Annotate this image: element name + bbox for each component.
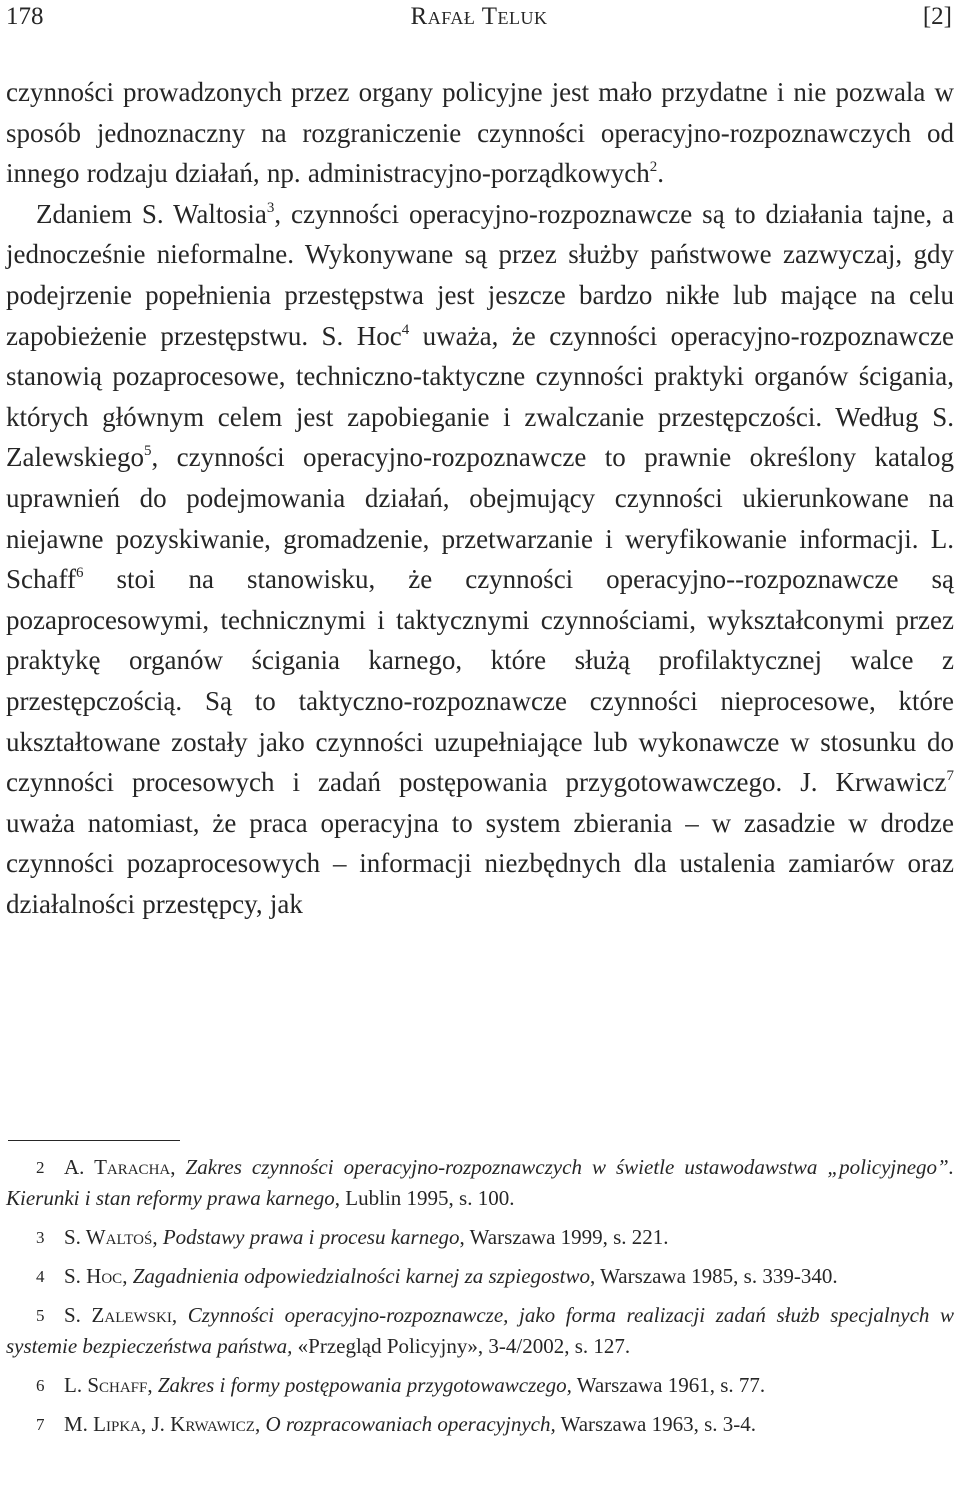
footnote-separator: , xyxy=(147,1373,158,1397)
footnote-ref[interactable]: 7 xyxy=(946,768,954,785)
footnote-ref[interactable]: 4 xyxy=(401,321,410,338)
footnote-author: S. Hoc xyxy=(64,1264,123,1288)
footnote-number: 6 xyxy=(36,1376,45,1395)
footnote-details: «Przegląd Policyjny», 3-4/2002, s. 127. xyxy=(292,1334,631,1358)
footnote-author: L. Schaff xyxy=(64,1373,148,1397)
paragraph-text: , czynności operacyjno-rozpoznawcze to prawnie określony katalog uprawnień do podejmowania działań, obejmujący czynności ukierunkowane na niejawne pozyskiwanie, gromadzenie, przetwarzanie i weryfikowanie informacji. L. Schaff xyxy=(6,442,954,595)
footnote-separator: , xyxy=(152,1225,163,1249)
footnote-separator: , xyxy=(170,1155,186,1179)
footnote-number: 2 xyxy=(36,1158,45,1177)
footnotes xyxy=(6,1152,954,1448)
footnote-separator: , xyxy=(171,1303,188,1327)
paragraph-1 xyxy=(6,72,954,194)
footnote-title: Zagadnienia odpowiedzialności karnej za szpiegostwo xyxy=(132,1264,591,1288)
footnote-title: O rozpracowaniach operacyjnych, xyxy=(265,1412,556,1436)
page-number: 178 xyxy=(6,3,44,30)
footnote-title: Podstawy prawa i procesu karnego xyxy=(162,1225,460,1249)
footnote-details: Warszawa 1961, s. 77. xyxy=(571,1373,766,1397)
main-text xyxy=(6,72,954,924)
footnote-author: M. Lipka, J. Krwawicz xyxy=(64,1412,255,1436)
footnote xyxy=(6,1152,954,1214)
footnote xyxy=(6,1370,954,1401)
running-author: Rafał Teluk xyxy=(410,3,548,30)
footnote-divider xyxy=(8,1140,180,1141)
footnote-details: , Warszawa 1999, s. 221. xyxy=(459,1225,669,1249)
footnote-details: , Warszawa 1985, s. 339-340. xyxy=(590,1264,838,1288)
footnote-ref[interactable]: 6 xyxy=(75,565,84,582)
footnote-number: 5 xyxy=(36,1306,45,1325)
footnote-ref[interactable]: 2 xyxy=(649,159,658,176)
paragraph-text: uważa natomiast, że praca operacyjna to system zbierania – w zasadzie w drodze czynności pozaprocesowych – informacji niezbędnych dla ustalenia zamiarów oraz działalności przestępcy, jak xyxy=(6,807,954,919)
footnote-details: Warszawa 1963, s. 3-4. xyxy=(555,1412,757,1436)
footnote-author: S. Waltoś xyxy=(64,1225,153,1249)
footnote-ref[interactable]: 5 xyxy=(143,443,152,460)
footnote xyxy=(6,1222,954,1253)
footnote-number: 3 xyxy=(36,1228,45,1247)
footnote-author: A. Taracha xyxy=(64,1155,171,1179)
footnote-ref[interactable]: 3 xyxy=(266,199,275,216)
paragraph-text: , czynności operacyjno-rozpoznawcze są to działania tajne, a jednocześnie nieformalne. Wykonywane są przez służby państwowe zazwyczaj, gdy podejrzenie popełnienia przestępstwa jest jeszcze bardzo nikłe lub mające na celu zapobieżenie przestępstwu. S. Hoc xyxy=(6,198,954,351)
paragraph-text: czynności prowadzonych przez organy policyjne jest mało przydatne i nie pozwala w sposób jednoznaczny na rozgraniczenie czynności operacyjno-rozpoznawczych od innego rodzaju działań, np. administracyjno-porządkowych xyxy=(6,77,954,189)
footnote-details: , Lublin 1995, s. 100. xyxy=(334,1186,515,1210)
running-header xyxy=(6,0,952,40)
paragraph-text: uważa, że czynności operacyjno-rozpoznawcze stanowią pozaprocesowe, techniczno-taktyczne czynności praktyki organów ścigania, których głównym celem jest zapobieganie i zwalczanie przestępczości. Według S. Zalewskiego xyxy=(6,320,954,473)
footnote xyxy=(6,1409,954,1440)
paragraph-text: . xyxy=(657,158,665,189)
footnote xyxy=(6,1300,954,1362)
footnote-number: 7 xyxy=(36,1415,45,1434)
footnote-title: Czynności operacyjno-rozpoznawcze, jako forma realizacji zadań służb specjalnych w systemie bezpieczeństwa państwa, xyxy=(6,1303,954,1358)
footnote-number: 4 xyxy=(36,1267,45,1286)
section-number: [2] xyxy=(922,3,952,30)
footnote-author: S. Zalewski xyxy=(64,1303,172,1327)
footnote-title: Zakres czynności operacyjno-rozpoznawczych w świetle ustawodawstwa „policyjnego”. Kierunki i stan reformy prawa karnego xyxy=(6,1155,954,1210)
footnote-separator: , xyxy=(122,1264,133,1288)
footnote xyxy=(6,1261,954,1292)
paragraph-text: Zdaniem S. Waltosia xyxy=(36,198,267,229)
paragraph-2 xyxy=(6,194,954,925)
footnote-title: Zakres i formy postępowania przygotowawczego, xyxy=(157,1373,572,1397)
footnote-separator: , xyxy=(254,1412,266,1436)
paragraph-text: stoi na stanowisku, że czynności operacyjno--rozpoznawcze są pozaprocesowymi, technicznymi i taktycznymi czynnościami, wykształconymi przez praktykę organów ścigania karnego, które służą profilaktycznej walce z przestępczością. Są to taktyczno-rozpoznawcze czynności nieprocesowe, które ukształtowane zostały jako czynności uzupełniające lub wykonawcze w stosunku do czynności procesowych i zadań postępowania przygotowawczego. J. Krwawicz xyxy=(6,564,954,798)
